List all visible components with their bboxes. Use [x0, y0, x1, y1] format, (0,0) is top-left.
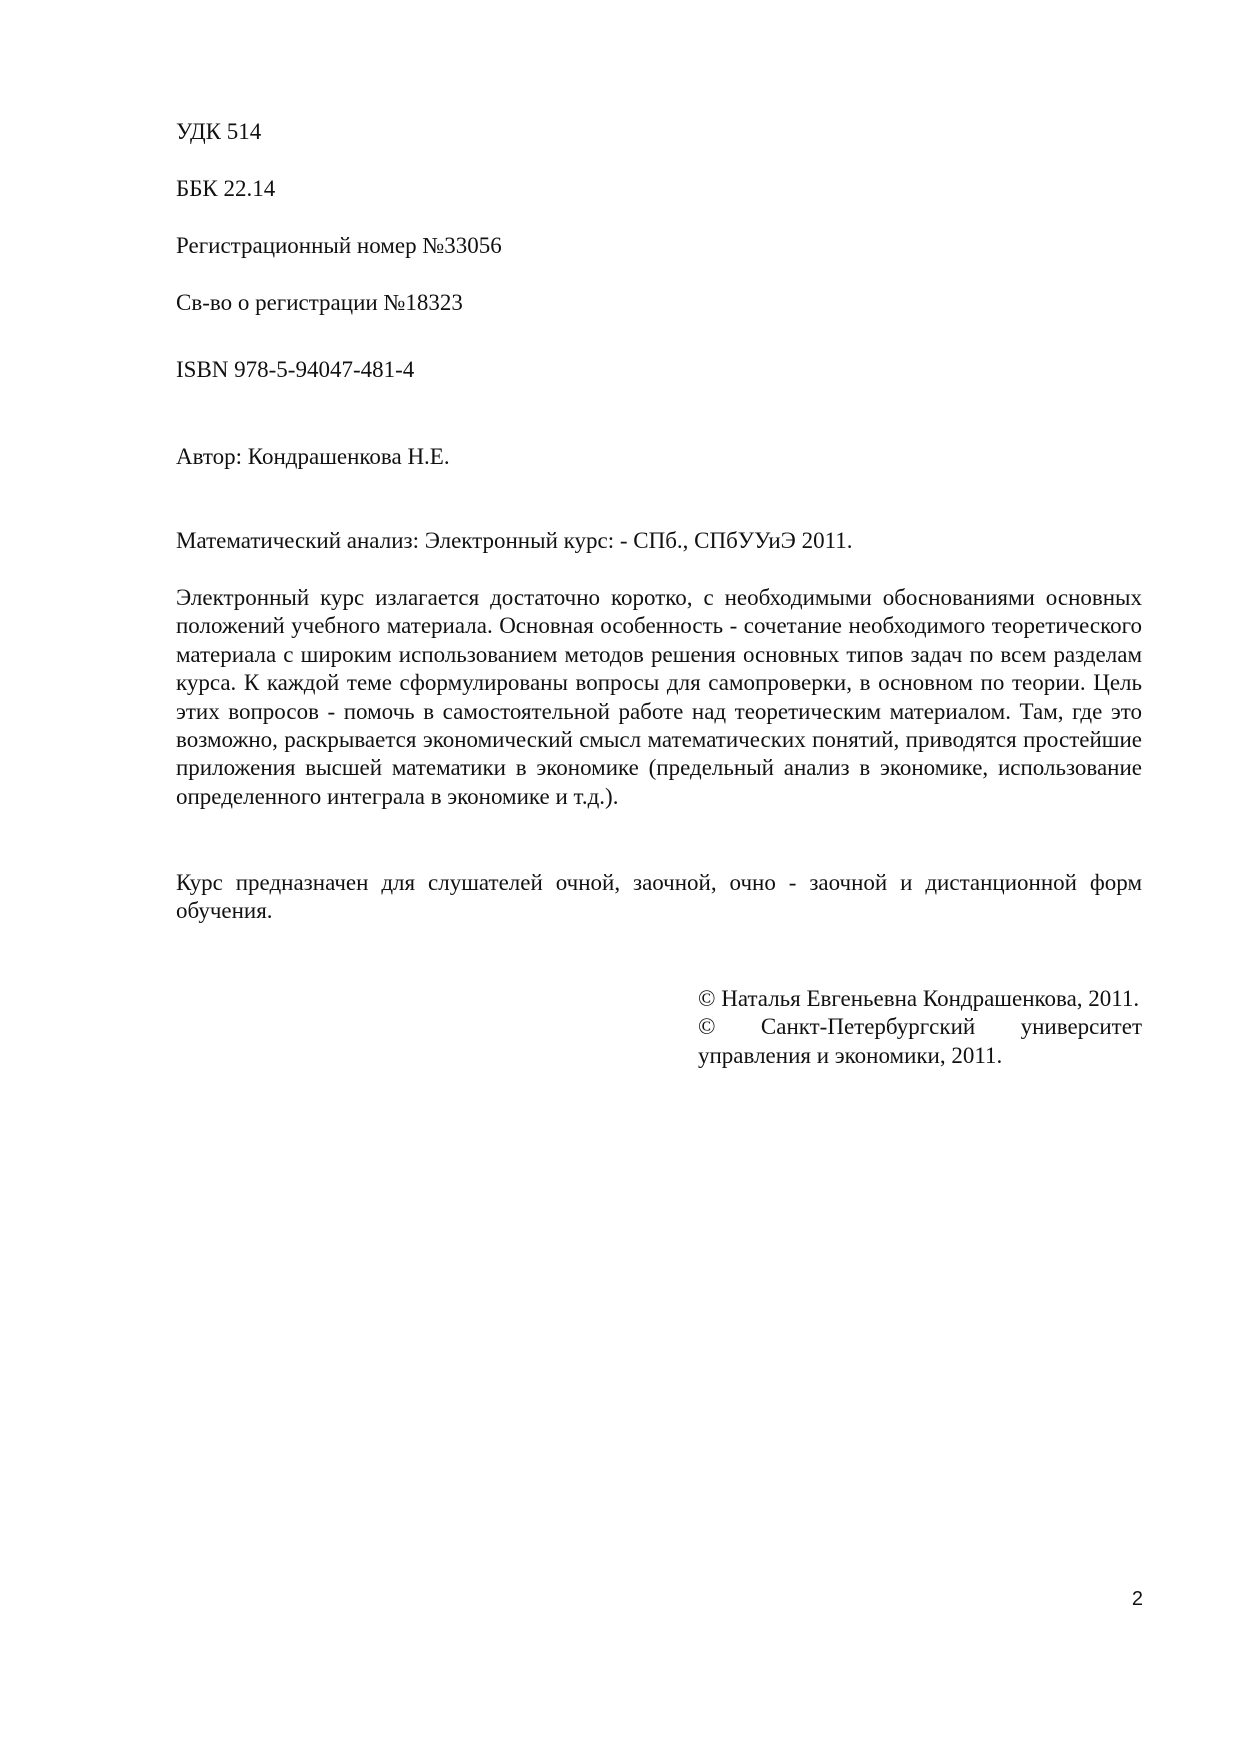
registration-number: Регистрационный номер №33056 — [176, 233, 502, 258]
author-line: Автор: Кондрашенкова Н.Е. — [176, 444, 450, 469]
copyright-author: © Наталья Евгеньевна Кондрашенкова, 2011. — [698, 986, 1140, 1011]
udk-code: УДК 514 — [176, 119, 262, 144]
audience-paragraph: Курс предназначен для слушателей очной, заочной, очно - заочной и дистанционной форм обучения. — [176, 870, 1142, 924]
registration-certificate: Св-во о регистрации №18323 — [176, 290, 463, 315]
page-number: 2 — [1131, 1588, 1143, 1610]
copyright-university: © Санкт-Петербургский университет управления и экономики, 2011. — [698, 1014, 1142, 1068]
isbn: ISBN 978-5-94047-481-4 — [176, 357, 415, 382]
citation-line: Математический анализ: Электронный курс: - СПб., СПбУУиЭ 2011. — [176, 528, 853, 553]
bbk-code: ББК 22.14 — [176, 176, 276, 201]
abstract-paragraph: Электронный курс излагается достаточно коротко, с необходимыми обоснованиями основных положений учебного материала. Основная особенность - сочетание необходимого теоретического материала с широким использованием методов решения основных типов задач по всем разделам курса. К каждой теме сформулированы вопросы для самопроверки, в основном по теории. Цель этих вопросов - помочь в самостоятельной работе над теоретическим материалом. Там, где это возможно, раскрывается экономический смысл математических понятий, приводятся простейшие приложения высшей математики в экономике (предельный анализ в экономике, использование определенного интеграла в экономике и т.д.). — [176, 585, 1142, 809]
copyright-block — [698, 985, 1142, 1070]
